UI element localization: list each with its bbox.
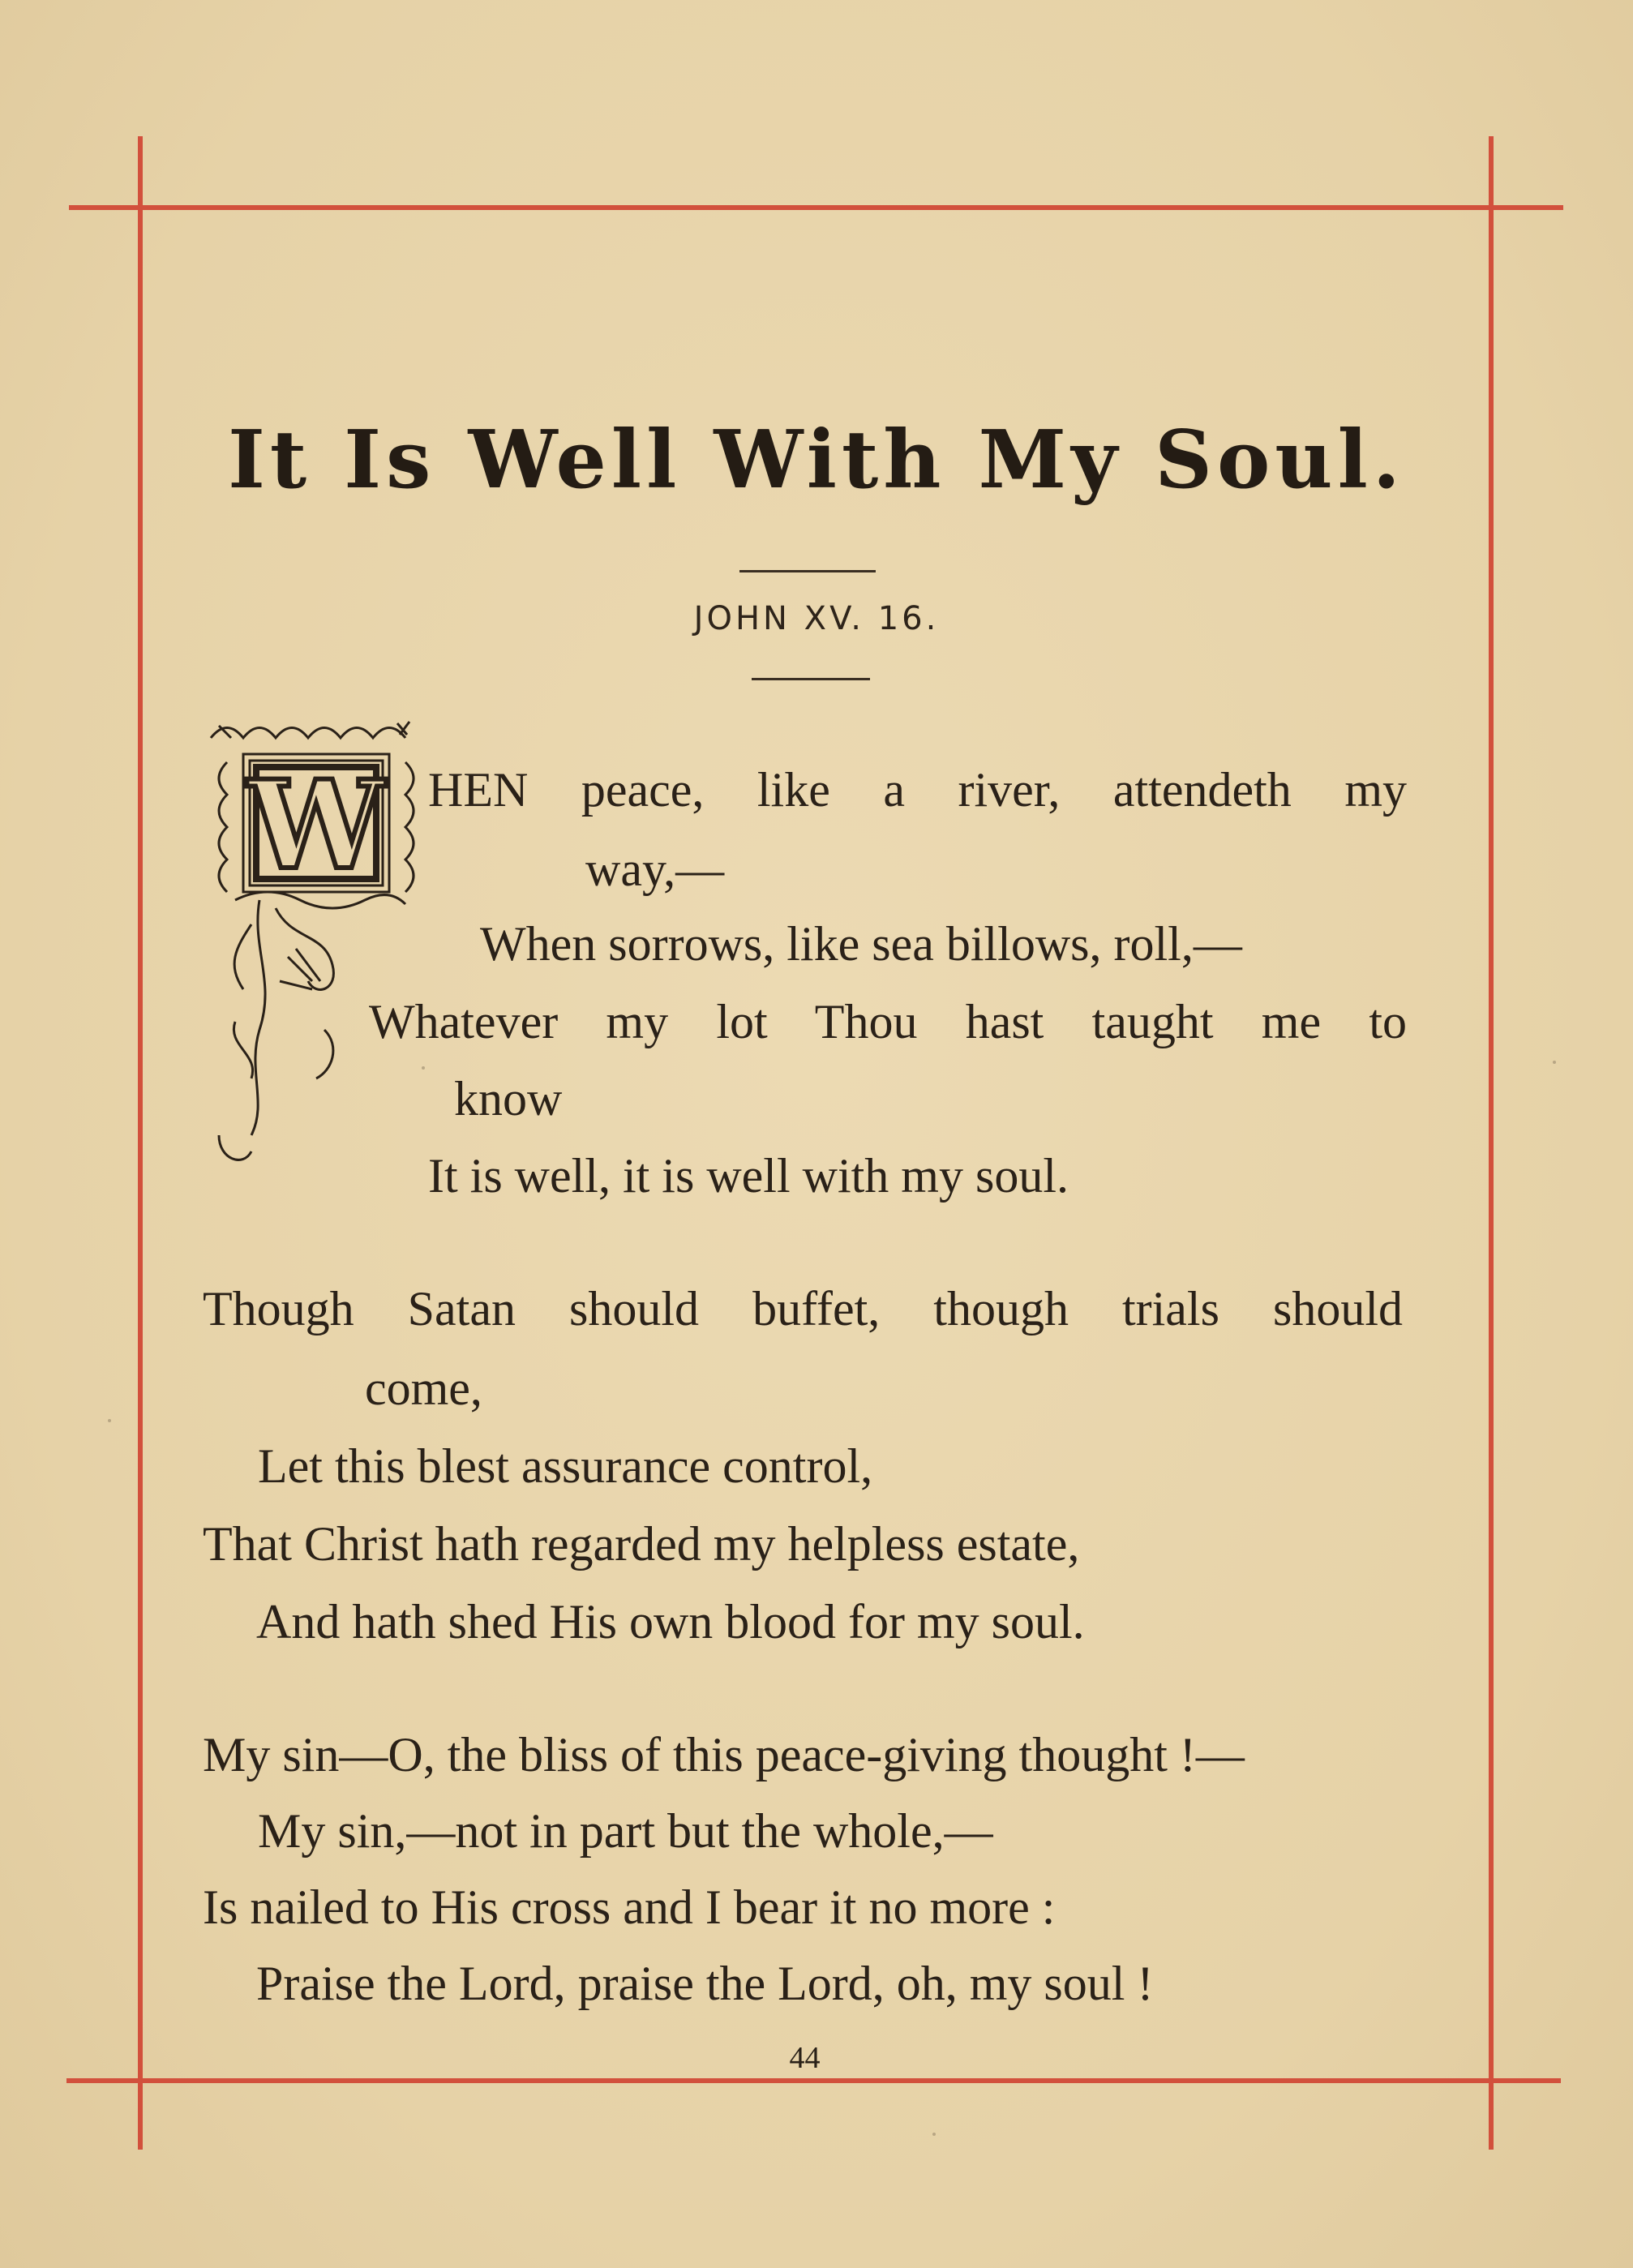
stanza2-line1: Though Satan should buffet, though trials should	[203, 1282, 1403, 1336]
stanza1-line2: When sorrows, like sea billows, roll,—	[480, 917, 1242, 971]
stanza1-line4: It is well, it is well with my soul.	[428, 1149, 1069, 1203]
drop-cap-letter: W	[247, 754, 385, 897]
stanza3-line2: My sin,—not in part but the whole,—	[258, 1804, 993, 1858]
paper-speck	[1553, 1061, 1556, 1064]
border-bottom-rule	[66, 2078, 1561, 2083]
paper-speck	[422, 1066, 425, 1070]
scripture-reference: JOHN XV. 16.	[693, 600, 940, 637]
stanza3-line1: My sin—O, the bliss of this peace-giving thought !—	[203, 1728, 1245, 1781]
page-title: It Is Well With My Soul.	[228, 414, 1405, 507]
separator-top	[739, 570, 876, 572]
stanza2-line2: Let this blest assurance control,	[258, 1439, 873, 1493]
stanza3-line4: Praise the Lord, praise the Lord, oh, my soul !	[256, 1957, 1154, 2010]
stanza1-line3: Whatever my lot Thou hast taught me to	[369, 995, 1407, 1048]
stanza2-line1-cont: come,	[365, 1361, 482, 1415]
drop-cap-ornament	[203, 714, 422, 1176]
stanza1-line3-cont: know	[454, 1072, 563, 1125]
stanza2-line3: That Christ hath regarded my helpless estate,	[203, 1517, 1080, 1571]
page-number: 44	[789, 2041, 821, 2075]
paper-speck	[108, 1419, 111, 1422]
paper-speck	[932, 2133, 936, 2136]
stanza1-line1-cont: way,—	[585, 842, 725, 896]
stanza1-line1: HEN peace, like a river, attendeth my	[428, 763, 1407, 817]
separator-bottom	[752, 678, 870, 680]
border-top-rule	[69, 205, 1563, 210]
stanza2-line4: And hath shed His own blood for my soul.	[256, 1595, 1085, 1648]
stanza3-line3: Is nailed to His cross and I bear it no more :	[203, 1880, 1056, 1934]
